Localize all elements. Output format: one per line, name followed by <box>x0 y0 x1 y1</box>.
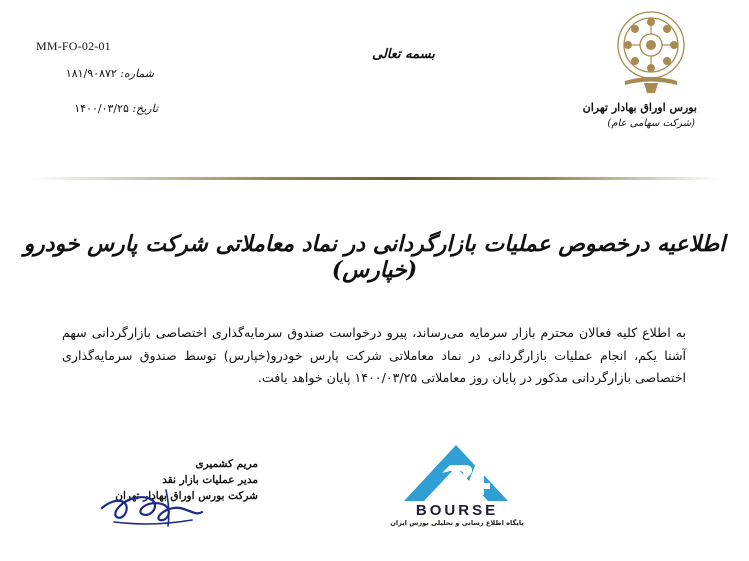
notice-title: اطلاعیه درخصوص عملیات بازارگردانی در نماد معاملاتی شرکت پارس خودرو (خپارس) <box>23 231 726 283</box>
form-code: MM-FO-02-01 <box>36 39 111 53</box>
bourse-brand-text: BOURSE <box>415 502 499 519</box>
notice-body: به اطلاع کلیه فعالان محترم بازار سرمایه می‌رساند، پیرو درخواست صندوق سرمایه‌گذاری اختصاصی بازارگردانی سهم آشنا یکم، انجام عملیات بازارگردانی در نماد معاملاتی شرکت پارس خودرو(خپارس) توسط صندوق سرمایه‌گذاری اختصاصی بازارگردانی مذکور در پایان روز معاملاتی ۱۴۰۰/۰۳/۲۵ پایان خواهد یافت. <box>62 325 686 385</box>
org-type: (شرکت سهامی عام) <box>607 118 695 129</box>
tse-logo-icon <box>611 3 691 103</box>
bourse-tagline: پایگاه اطلاع رسانی و تحلیلی بورس ایران <box>390 519 524 527</box>
signer-name: مریم کشمیری <box>195 458 258 470</box>
org-name: بورس اوراق بهادار تهران <box>582 101 697 114</box>
date-value: ۱۴۰۰/۰۳/۲۵ <box>74 102 129 115</box>
letter-date <box>74 102 158 115</box>
number-label: شماره: <box>120 67 154 80</box>
date-label: تاریخ: <box>132 102 158 115</box>
handwritten-signature <box>96 478 208 534</box>
signer-title: مدیر عملیات بازار نقد <box>162 474 258 486</box>
invocation-text: بسمه تعالی <box>372 47 435 62</box>
header-divider <box>30 177 720 180</box>
signer-company: شرکت بورس اوراق بهادار تهران <box>115 490 258 502</box>
number-value: ۱۸۱/۹۰۸۷۲ <box>65 67 117 80</box>
letter-number <box>66 67 154 80</box>
